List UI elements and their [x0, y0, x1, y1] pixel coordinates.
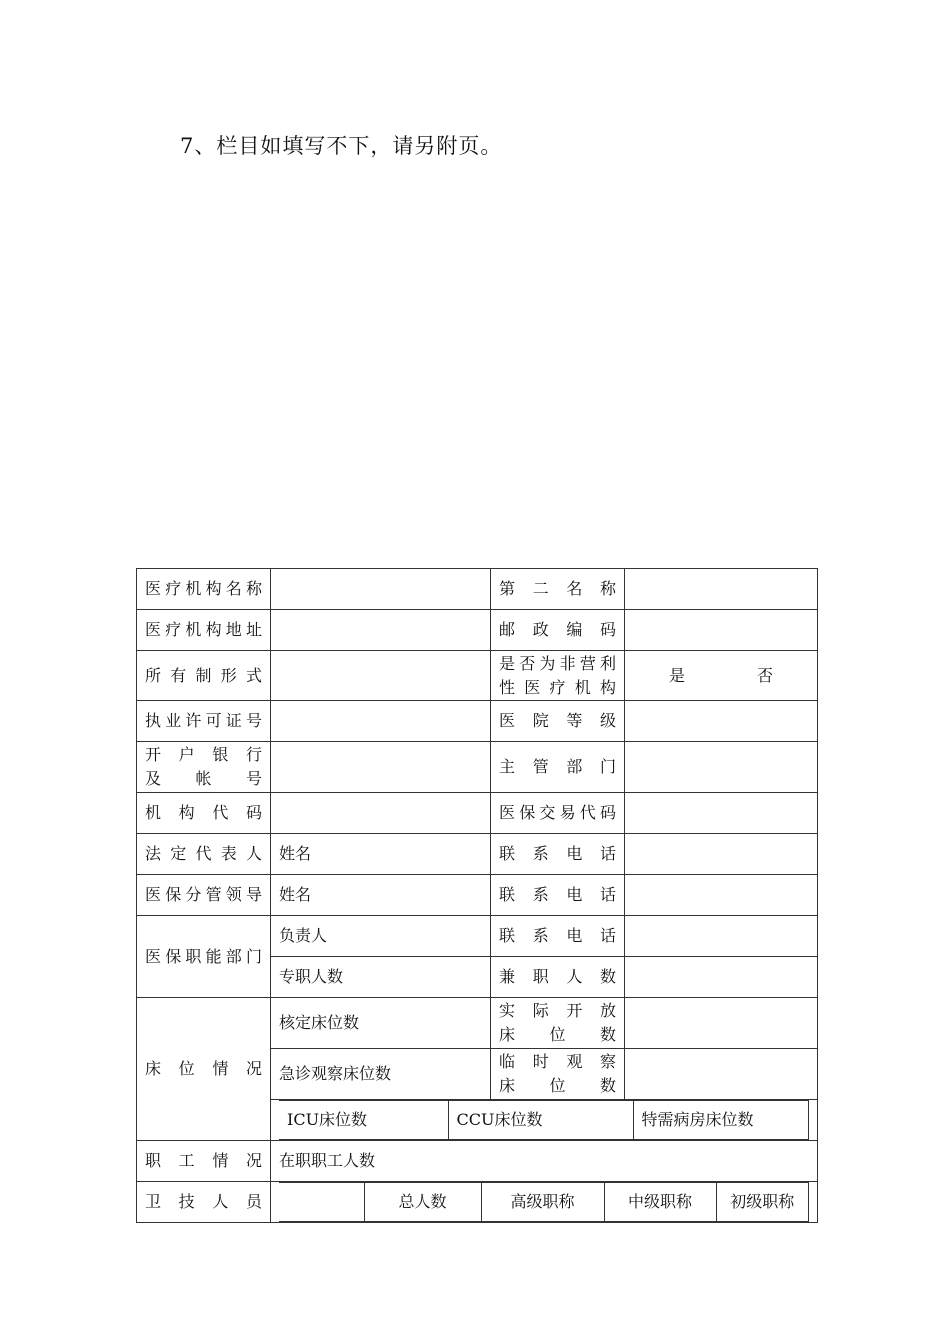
- registration-form: [136, 568, 818, 1223]
- label-supervisor: 主管部门: [491, 742, 625, 793]
- label-nonprofit-line2: 性医疗机构: [499, 677, 617, 697]
- label-insurance-code: 医保交易代码: [491, 793, 625, 834]
- field-ownership[interactable]: [271, 651, 491, 701]
- label-staff: 职工情况: [137, 1141, 271, 1182]
- health-tech-subtable: [279, 1182, 809, 1222]
- field-ins-leader-name[interactable]: 姓名: [271, 875, 491, 916]
- field-insurance-code[interactable]: [625, 793, 818, 834]
- label-legal-rep-phone: 联系电话: [491, 834, 625, 875]
- option-yes[interactable]: 是: [669, 665, 686, 685]
- field-bank[interactable]: [271, 742, 491, 793]
- bed-subtable: [279, 1100, 809, 1140]
- label-parttime-count: 兼职人数: [491, 957, 625, 998]
- field-vip-beds[interactable]: 特需病房床位数: [633, 1101, 809, 1140]
- field-inst-name[interactable]: [271, 569, 491, 610]
- field-hospital-level[interactable]: [625, 701, 818, 742]
- label-ins-dept-phone: 联系电话: [491, 916, 625, 957]
- field-ins-dept-phone[interactable]: [625, 916, 818, 957]
- label-hospital-level: 医院等级: [491, 701, 625, 742]
- header-middle: 中级职称: [604, 1183, 716, 1222]
- label-temp-beds-line1: 临时观察: [499, 1052, 617, 1071]
- field-nonprofit[interactable]: [625, 651, 818, 701]
- header-total: 总人数: [364, 1183, 481, 1222]
- field-legal-rep-phone[interactable]: [625, 834, 818, 875]
- label-temp-beds: [491, 1049, 625, 1100]
- field-ins-leader-phone[interactable]: [625, 875, 818, 916]
- label-second-name: 第二名称: [491, 569, 625, 610]
- label-org-code: 机构代码: [137, 793, 271, 834]
- label-bank: [137, 742, 271, 793]
- field-ins-dept-head[interactable]: 负责人: [271, 916, 491, 957]
- label-inst-name: 医疗机构名称: [137, 569, 271, 610]
- label-ins-leader-phone: 联系电话: [491, 875, 625, 916]
- header-junior: 初级职称: [716, 1183, 809, 1222]
- header-senior: 高级职称: [481, 1183, 604, 1222]
- field-employed-count[interactable]: 在职职工人数: [271, 1141, 818, 1182]
- field-ccu-beds[interactable]: CCU床位数: [448, 1101, 633, 1140]
- label-license: 执业许可证号: [137, 701, 271, 742]
- field-approved-beds[interactable]: 核定床位数: [271, 998, 491, 1049]
- field-legal-rep-name[interactable]: 姓名: [271, 834, 491, 875]
- field-icu-beds[interactable]: ICU床位数: [279, 1101, 448, 1140]
- field-parttime-count[interactable]: [625, 957, 818, 998]
- label-bank-line2: 及帐号: [145, 769, 262, 788]
- field-emergency-beds[interactable]: 急诊观察床位数: [271, 1049, 491, 1100]
- label-ownership: 所有制形式: [137, 651, 271, 701]
- label-beds: 床位情况: [137, 998, 271, 1141]
- label-bank-line1: 开户银行: [145, 745, 262, 764]
- health-tech-subrow: [271, 1182, 818, 1223]
- field-health-tech-blank[interactable]: [279, 1183, 364, 1222]
- label-nonprofit-line1: 是否为非营利: [499, 653, 617, 673]
- label-ins-dept: 医保职能部门: [137, 916, 271, 998]
- field-fulltime-count[interactable]: 专职人数: [271, 957, 491, 998]
- field-supervisor[interactable]: [625, 742, 818, 793]
- field-second-name[interactable]: [625, 569, 818, 610]
- footnote: 7、栏目如填写不下，请另附页。: [180, 134, 503, 158]
- field-temp-beds[interactable]: [625, 1049, 818, 1100]
- label-nonprofit: [491, 651, 625, 701]
- label-temp-beds-line2: 床位数: [499, 1076, 617, 1095]
- field-org-code[interactable]: [271, 793, 491, 834]
- field-actual-beds[interactable]: [625, 998, 818, 1049]
- label-inst-address: 医疗机构地址: [137, 610, 271, 651]
- label-actual-beds-line2: 床位数: [499, 1025, 617, 1044]
- field-inst-address[interactable]: [271, 610, 491, 651]
- label-health-tech: 卫技人员: [137, 1182, 271, 1223]
- label-legal-rep: 法定代表人: [137, 834, 271, 875]
- field-license[interactable]: [271, 701, 491, 742]
- label-postcode: 邮政编码: [491, 610, 625, 651]
- bed-subrow: [271, 1100, 818, 1141]
- field-postcode[interactable]: [625, 610, 818, 651]
- option-no[interactable]: 否: [757, 665, 774, 685]
- label-actual-beds-line1: 实际开放: [499, 1001, 617, 1020]
- label-actual-beds: [491, 998, 625, 1049]
- label-ins-leader: 医保分管领导: [137, 875, 271, 916]
